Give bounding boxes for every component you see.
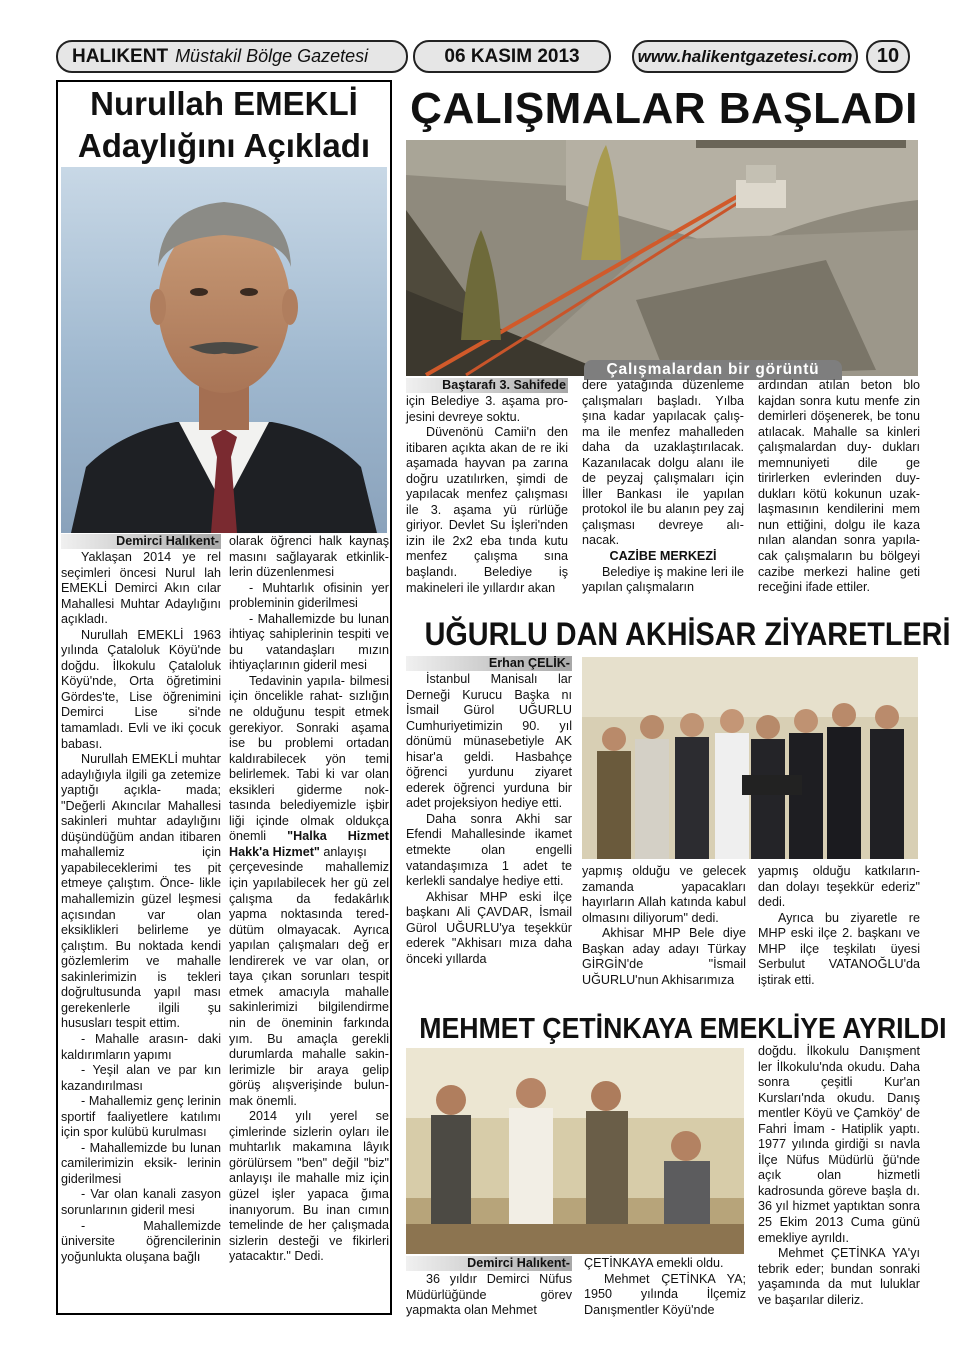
- paragraph: Akhisar MHP Bele diye Başkan aday adayı Türkay GİRGİN'de "İsmail UĞURLU'nun Akhisarımıza: [582, 926, 746, 987]
- subheading-cazibe-merkezi: CAZİBE MERKEZİ: [609, 549, 717, 564]
- article3-column-3: [758, 864, 920, 988]
- paragraph: - Mahalle arasın- daki kaldırımların yapımı: [61, 1031, 221, 1062]
- paragraph: - Mahallemizde üniversite öğrencilerinin yoğunlukta oluşana bağlı: [61, 1218, 221, 1264]
- paragraph: - Mahallemiz genç lerinin sportif faaliyetlere katılımı için spor kulübü kurulması: [61, 1094, 221, 1140]
- paper-tagline: Müstakil Bölge Gazetesi: [175, 46, 369, 66]
- paragraph: - Muhtarlık ofisinin yer probleminin giderilmesi: [229, 580, 389, 611]
- paragraph: Nurullah EMEKLİ 1963 yılında Çataloluk Köyü'nde doğdu. İlkokulu Çataloluk Köyü'nde, Orta öğretimini Gördes'te, Lise öğrenimini Demirci Lise si'nde tamamladı. Evli ve iki çocuk babası.: [61, 627, 221, 751]
- portrait-photo-nurullah-emekli: [61, 167, 387, 533]
- paragraph: Düvenönü Camii'n den itibaren açıkta akan de re iki aşamada hayvan pa zarına doğru uzatılırken, şimdi de yapılacak menfez çalışması ile 3. aşama yü rürlüğe giriyor. Devlet Su İşleri'nden izin ile 2x2 eba tında kutu menfez çalışma sına başlandı. Belediye iş makineleri ile yıllardır akan: [406, 425, 568, 595]
- article1-column-1: [61, 534, 221, 1265]
- paragraph: olarak öğrenci halk kaynaş masını sağlayarak etkinlik- lerin düzenlenmesi: [229, 534, 389, 580]
- article1-byline: Demirci Halıkent-: [61, 534, 221, 549]
- photo-caption: Çalışmalardan bir görüntü: [606, 361, 820, 378]
- article3-byline: Erhan ÇELİK-: [406, 656, 572, 671]
- paragraph: yapmış olduğu katkıların- dan dolayı teşekkür ederiz" dedi.: [758, 864, 920, 910]
- masthead-paper-name: [56, 40, 408, 73]
- article1-title-line1: Nurullah EMEKLİ: [90, 85, 358, 122]
- article4-column-1: [406, 1256, 572, 1319]
- paragraph-text: anlayışı: [323, 844, 367, 859]
- paragraph: Mehmet ÇETİNKA YA'yı tebrik eder; bundan sonraki yaşamında da mut luluklar ve başarılar dileriz.: [758, 1246, 920, 1307]
- paragraph: - Yeşil alan ve par kın kazandırılması: [61, 1063, 221, 1093]
- paragraph: [229, 674, 389, 861]
- masthead-website[interactable]: [632, 40, 858, 73]
- paragraph-text: Tedavinin yapıla- bilmesi için öncelikle rahat- sızlığın ne olduğunu tespit etmek gerekiyor. Sonraki aşama ise bu problemi ortadan kaldırabilecek yön temi belirlemek. Tabi ki var olan eksikleri giderme nok- tasında belediyemizle işbir liği içinde olmak oldukça önemli: [229, 673, 389, 844]
- paragraph: 36 yıldır Demirci Nüfus Müdürlüğünde görev yapmakta olan Mehmet: [406, 1272, 572, 1318]
- paragraph: 2014 yılı yerel se çimlerinde sizlerin oyları ile muhtarlık makamına lâyık görülürsem "ben" değil "biz" anlayışı ile mahalle miz için güzel işler yapaca ğıma inanıyorum. Bu inan cımın temelinde de her çalışmada sizlerin desteği ve fikirleri yatacaktır." Dedi.: [229, 1109, 389, 1264]
- retirement-office-photo: [406, 1048, 744, 1254]
- paragraph: Ayrıca bu ziyaretle re MHP eski ilçe 2. başkanı ve MHP ilçe teşkilatı üyesi Serbulut VATANOĞLU'da iştirak etti.: [758, 910, 920, 987]
- article4-title: MEHMET ÇETİNKAYA EMEKLİYE AYRILDI: [419, 1013, 947, 1045]
- article2-title: ÇALIŞMALAR BAŞLADI: [410, 84, 918, 133]
- paper-name: HALIKENT: [72, 45, 169, 67]
- article2-column-3: [758, 378, 920, 596]
- article4-column-3: [758, 1044, 920, 1308]
- paragraph: Nurullah EMEKLİ muhtar adaylığıyla ilgili ga zetemize yaptığı açıkla- mada; "Değerli Akıncılar Mahallesi sakinleri muhtar adaylığını düşündüğüm andan itibaren mahallemiz için yapabileceklerimi tes pit etmeye çalıştım. Önce- likle mahallemizin güzel leşmesi açısından var olan eksiklikleri belirleme ye çalıştım. Bu noktada kendi gözlemlerim ve mahalle sakinlerimizin is tekleri doğrultusunda yapıl ması gerekenlerle ilgili şu hususları tespit ettim.: [61, 752, 221, 1031]
- paragraph: için Belediye 3. aşama pro- jesini devreye soktu.: [406, 394, 568, 424]
- article3-column-1: [406, 656, 572, 967]
- website-link[interactable]: www.halikentgazetesi.com: [637, 46, 853, 66]
- article3-title: UĞURLU DAN AKHİSAR ZİYARETLERİ: [424, 616, 951, 652]
- paragraph: yapmış olduğu ve gelecek zamanda yapacakları hayırların Allah katında kabul olmasını diliyorum" dedi.: [582, 864, 746, 925]
- photo-caption-bar: [584, 360, 842, 380]
- paragraph: - Var olan kanali zasyon sorunlarının gideril mesi: [61, 1187, 221, 1217]
- paragraph: çerçevesinde mahallemiz için yapılabilecek her gü zel çalışma da fedakârlık yapma noktasında tered- dütüm olmayacak. Ayrıca yapılan çalışmaları değ er lendirerek ve var olan, or taya çıkan sorunları tespit etmek amacıyla mahalle sakinlerimizi bilgilendirme nin de öneminin farkında yım. Bu amaçla gerekli durumlarda mahalle sakin- lerimizle bir araya gelip görüş alışverişinde bulun- mak önemli.: [229, 860, 389, 1108]
- group-visit-photo: [582, 657, 918, 859]
- paragraph: Mehmet ÇETİNKA YA; 1950 yılında İlçemiz Danışmentler Köyü'nde: [584, 1271, 746, 1317]
- article2-column-2: [582, 378, 744, 596]
- construction-site-photo: [406, 140, 918, 376]
- paragraph: doğdu. İlkokulu Danışment ler İlkokulu'nda okudu. Daha sonra çeşitli Kur'an Kursları'nda okudu. Danış mentler Köyü ve Çamköy' de Fahri İmam - Hatiplik yaptı. 1977 yılında girdiği sı navla İlçe Nüfus Müdürlü ğü'nde açık olan hizmetli kadrosunda göreve başla dı. 36 yıl hizmet yaptıktan sonra 25 Ekim 2013 Cuma günü emekliye ayrıldı.: [758, 1044, 920, 1245]
- article2-column-1: [406, 378, 568, 596]
- bold-phrase: "Halka Hizmet Hakk'a Hizmet": [229, 829, 389, 859]
- paragraph: Akhisar MHP eski ilçe başkanı Ali ÇAVDAR, İsmail Gürol UĞURLU'ya teşekkür ederek "Akhisarı mıza daha önceki yıllarda: [406, 889, 572, 966]
- article1-column-2: [229, 534, 389, 1265]
- paragraph: dere yatağında düzenleme çalışmaları başladı. Yılba şına kadar yapılacak çalış- ma ile menfez mahalleden daha da uzaklaştırılacak. Kazanılacak dolgu alanı ile de peyzaj çalışmaları için İller Bankası ile yapılan protokol ile bu alanın pey zaj çalışması devreye alı- nacak.: [582, 378, 744, 548]
- article2-byline: Baştarafı 3. Sahifede: [406, 378, 568, 393]
- article3-column-2: [582, 864, 746, 988]
- paragraph: ardından atılan beton blo kajdan sonra kutu menfe zin demirleri döşenerek, be tonu atılacak. Mahalle sa kinleri çalışmalardan duy- dukları memnuniyeti dile ge tirirlerken evlerinden duy- dukları kötü kokunun uzak- laşmasının kendilerini mem nun ettiğini, dolgu ile kaza nılan alandan sonra yapıla- cak çalışmaların bu bölgeyi cazibe merkezi haline geti receğini ifade ettiler.: [758, 378, 920, 595]
- paragraph: Belediye iş makine leri ile yapılan çalışmaların: [582, 564, 744, 595]
- masthead-page-number: [866, 40, 910, 73]
- paragraph: Yaklaşan 2014 ye rel seçimleri öncesi Nurul lah EMEKLİ Demirci Akın cılar Mahallesi Muhtar Adaylığını açıkladı.: [61, 550, 221, 627]
- paragraph: - Mahallemizde bu lunan ihtiyaç sahiplerinin tespiti ve bu vatandaşları mızın ihtiyaçlarının gideril mesi: [229, 611, 389, 673]
- page-number: 10: [876, 45, 900, 67]
- issue-date: 06 KASIM 2013: [444, 45, 580, 67]
- paragraph: - Mahallemizde bu lunan camilerimizin eksik- lerinin giderilmesi: [61, 1140, 221, 1186]
- article4-column-2: [584, 1256, 746, 1318]
- paragraph: ÇETİNKAYA emekli oldu.: [584, 1256, 724, 1270]
- masthead-date: [413, 40, 611, 73]
- article1-title-line2: Adaylığını Açıkladı: [77, 127, 371, 164]
- article4-byline: Demirci Halıkent-: [406, 1256, 572, 1271]
- paragraph: Daha sonra Akhi sar Efendi Mahallesinde ikamet etmekte olan engelli vatandaşımıza 1 adet te kerlekli sandalye hediye etti.: [406, 811, 572, 889]
- paragraph: İstanbul Manisalı lar Derneği Kurucu Başka nı İsmail Gürol UĞURLU Cumhuriyetimizin 90. yıl dönümü münasebetiyle AK hisar'a geldi. Hasbahçe öğrenci yurdunu ziyaret ederek öğrenci yurduna bir adet projeksiyon hediye etti.: [406, 672, 572, 811]
